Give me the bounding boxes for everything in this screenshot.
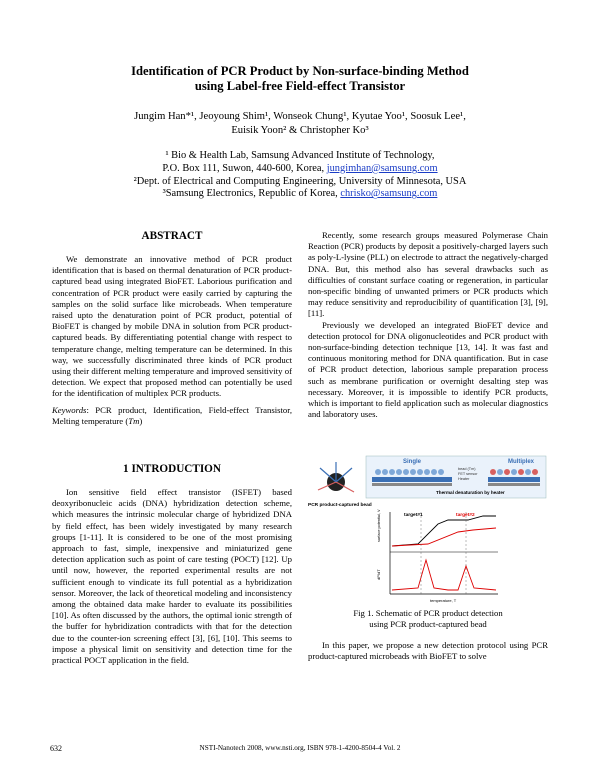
affiliations: [60, 150, 540, 201]
fig-surface-potential-label: surface potential, V: [377, 509, 381, 542]
figure-1: [308, 454, 548, 604]
caption-line-2: using PCR product-captured bead: [369, 619, 487, 630]
keywords-text: : PCR product, Identification, Field-effect Transistor, Melting temperature (: [52, 405, 292, 427]
fig-single-label: Single: [403, 459, 422, 465]
page-number: 632: [50, 744, 62, 753]
fig-thermal-label: Thermal denaturation by heater: [436, 490, 505, 495]
author-line-2: Euisik Yoon² & Christopher Ko³: [231, 124, 369, 136]
fig-dpdt-label: dP/dT: [376, 569, 381, 580]
fig-fet-sensor: [372, 477, 452, 482]
figure-1-svg: [308, 454, 548, 604]
abstract-body: [52, 254, 292, 400]
right-paragraph-1: Recently, some research groups measured Polymerase Chain Reaction (PCR) products by deposit a positively-charged layers such as poly-L-lysine (PLL) on electrode to attract the negatively-charged DNA. But, this method also has several drawbacks such as difficulties of constant surface coating or regeneration, in particular non-specific binding of unwanted primers or PCR products which may reduce sensitivity and reproducibility of quantification [3], [9], [11].: [308, 230, 548, 319]
keywords-tm: Tm: [128, 416, 140, 427]
intro-body: [52, 487, 292, 666]
affiliation-1b-text: P.O. Box 111, Suwon, 440-600, Korea,: [162, 162, 327, 174]
right-paragraph-2: Previously we developed an integrated BioFET device and detection protocol for DNA oligonucleotides and PCR product with non-surface-binding detection technique [13, 14]. It was fast and continuous monitoring method for DNA quantification. But in case of PCR product detection, laborious sample preparation process such as membrane purification or overnight desalting step was necessary. Moreover, it is impossible to identify PCR products, which is important to field application such as molecular diagnostics and laboratory uses.: [308, 319, 548, 420]
paper-title: [60, 64, 540, 94]
fig-bead-illustration: [318, 462, 354, 492]
affiliation-2: ²Dept. of Electrical and Computing Engineering, University of Minnesota, USA: [133, 175, 467, 187]
fig-multiplex-label: Multiplex: [508, 459, 535, 465]
affiliation-1b: [60, 163, 540, 176]
fig-legend-heater: Heater: [458, 477, 470, 481]
fig-plots: [390, 512, 498, 594]
affiliation-3: [60, 188, 540, 201]
affiliation-3-text: ³Samsung Electronics, Republic of Korea,: [162, 188, 341, 200]
fig-heater: [372, 483, 452, 486]
author-line-1: Jungim Han*¹, Jeoyoung Shim¹, Wonseok Chung¹, Kyutae Yoo¹, Soosuk Lee¹,: [134, 111, 466, 122]
intro-paragraph-1: Ion sensitive field effect transistor (ISFET) based deoxyribonucleic acids (DNA) hybridization detection scheme, which measures the intrinsic molecular charge of hybridized DNA by field effect, has been widely investigated by many research groups [1-11]. It is considered to be one of the most promising approach to fast, simple, inexpensive and miniaturized gene detection application such as point of care testing (POCT) [12]. Up until now, however, the reported experimental results are not sufficient enough to vindicate its full potential as a hybridization sensor. Moreover, the lack of theoretical modeling and inconsistency among the obtained data make harder to evaluate its possibilities [10]. As often discussed by the authors, the optimal ionic strength of the buffer for hybridization contradicts with that for the detection due to the counter-ion screening effect [3], [6], [10]. This seems to impose a physical limit on sensitivity and detection time for the practical POCT application in the field.: [52, 487, 292, 666]
caption-line-1: Fig 1. Schematic of PCR product detection: [353, 608, 503, 618]
figure-1-caption: [308, 608, 548, 630]
keywords: [52, 405, 292, 427]
keywords-label: Keywords: [52, 405, 87, 415]
fig-pcr-bead-label: PCR product-captured bead: [308, 503, 372, 508]
fig-target2-label: target#2: [456, 513, 475, 518]
fig-heater-2: [488, 483, 540, 486]
intro-heading: 1 INTRODUCTION: [123, 463, 221, 475]
right-column-text: [308, 230, 548, 420]
title-line-1: Identification of PCR Product by Non-surface-binding Method: [131, 64, 469, 78]
fig-fet-sensor-2: [488, 477, 540, 482]
email-link-2[interactable]: chrisko@samsung.com: [340, 188, 438, 200]
keywords-end: ): [139, 416, 143, 427]
abstract-heading: ABSTRACT: [141, 230, 203, 242]
fig-temperature-label: temperature, T: [430, 598, 457, 603]
fig-target1-label: target#1: [404, 513, 423, 518]
title-line-2: using Label-free Field-effect Transistor: [194, 79, 406, 93]
email-link-1[interactable]: jungimhan@samsung.com: [326, 162, 438, 174]
fig-legend-fet: FET sensor: [458, 472, 478, 476]
affiliation-1: ¹ Bio & Health Lab, Samsung Advanced Institute of Technology,: [165, 150, 435, 161]
right-paragraph-3: In this paper, we propose a new detection protocol using PCR product-captured microbeads with BioFET to solve: [308, 640, 548, 662]
fig-legend-bead: bead (Tm): [458, 467, 476, 471]
abstract-paragraph: We demonstrate an innovative method of PCR product identification that is based on thermal denaturation of PCR product-captured bead using integrated BioFET. Laborious purification and concentration of PCR product were easily carried by capturing the samples on the solid surface like microbeads. When temperature raised upto the denaturation point of PCR product, potential of BioFET is changed by mobile DNA in solution from PCR product-captured beads. By differentiating potential change with respect to temperature change, melting temperature can be determined. In this way, we successfully discriminated three kinds of PCR product using their different melting temperature and improved sensitivity of detection. We expect that proposed method can potentially be used for the identification of multiplex PCR products.: [52, 254, 292, 399]
page-footer: NSTI-Nanotech 2008, www.nsti.org, ISBN 978-1-4200-8504-4 Vol. 2: [199, 744, 401, 752]
author-list: [60, 110, 540, 137]
right-column-text-2: [308, 640, 548, 662]
